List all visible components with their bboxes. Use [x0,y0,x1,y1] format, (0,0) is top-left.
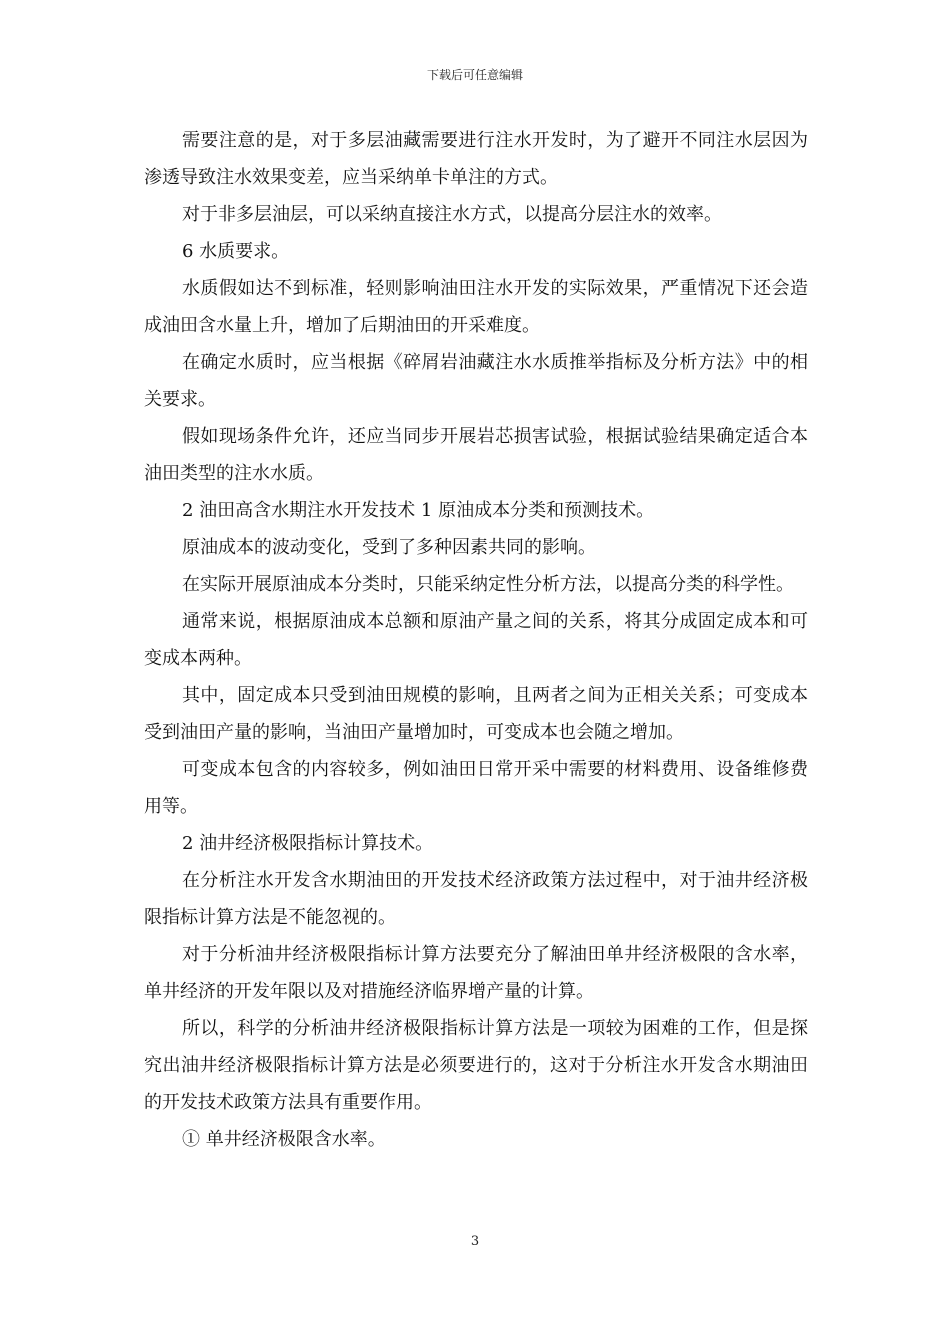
page-header: 下载后可任意编辑 [426,68,523,82]
paragraph: 在确定水质时，应当根据《碎屑岩油藏注水水质推举指标及分析方法》中的相关要求。 [144,352,808,410]
paragraph: 需要注意的是，对于多层油藏需要进行注水开发时，为了避开不同注水层因为渗透导致注水效果变差，应当采纳单卡单注的方式。 [144,130,808,188]
paragraph: 水质假如达不到标准，轻则影响油田注水开发的实际效果，严重情况下还会造成油田含水量上升，增加了后期油田的开采难度。 [144,278,808,336]
paragraph: 所以，科学的分析油井经济极限指标计算方法是一项较为困难的工作，但是探究出油井经济极限指标计算方法是必须要进行的，这对于分析注水开发含水期油田的开发技术政策方法具有重要作用。 [144,1018,808,1113]
paragraph: 可变成本包含的内容较多，例如油田日常开采中需要的材料费用、设备维修费用等。 [144,759,808,817]
paragraph: 对于分析油井经济极限指标计算方法要充分了解油田单井经济极限的含水率，单井经济的开发年限以及对措施经济临界增产量的计算。 [144,944,808,1002]
document-body [144,122,808,1158]
paragraph: 对于非多层油层，可以采纳直接注水方式，以提高分层注水的效率。 [182,204,722,225]
paragraph: 原油成本的波动变化，受到了多种因素共同的影响。 [182,537,596,558]
list-item: ① 单井经济极限含水率。 [182,1129,386,1150]
section-heading: 2 油井经济极限指标计算技术。 [182,833,434,854]
paragraph: 其中，固定成本只受到油田规模的影响，且两者之间为正相关关系；可变成本受到油田产量的影响，当油田产量增加时，可变成本也会随之增加。 [144,685,808,743]
paragraph: 假如现场条件允许，还应当同步开展岩芯损害试验，根据试验结果确定适合本油田类型的注水水质。 [144,426,808,484]
section-heading: 2 油田高含水期注水开发技术 1 原油成本分类和预测技术。 [182,500,655,521]
page-number: 3 [470,1234,480,1249]
paragraph: 6 水质要求。 [182,241,290,262]
paragraph: 通常来说，根据原油成本总额和原油产量之间的关系，将其分成固定成本和可变成本两种。 [144,611,808,669]
paragraph: 在分析注水开发含水期油田的开发技术经济政策方法过程中，对于油井经济极限指标计算方法是不能忽视的。 [144,870,808,928]
paragraph: 在实际开展原油成本分类时，只能采纳定性分析方法，以提高分类的科学性。 [182,574,794,595]
